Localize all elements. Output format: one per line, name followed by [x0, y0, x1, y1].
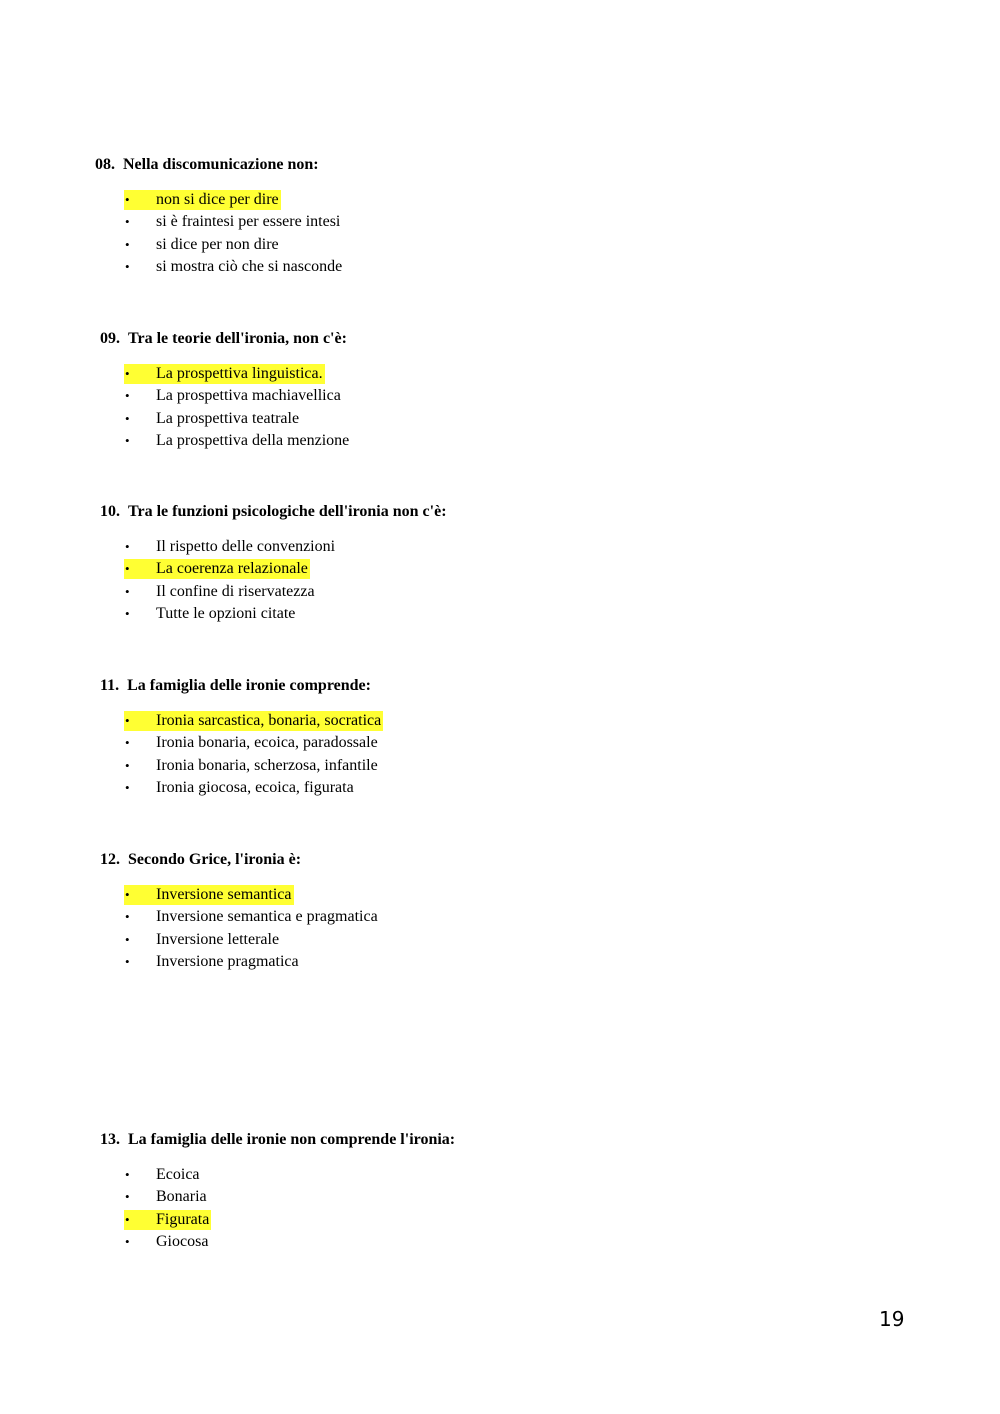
bullet-icon: • [125, 780, 130, 796]
bullet-icon: • [125, 1211, 130, 1227]
answer-label: Il confine di riservatezza [156, 582, 315, 600]
answer-option [124, 732, 383, 754]
question-title [100, 1130, 455, 1150]
bullet-icon: • [125, 1234, 130, 1250]
question-text: La famiglia delle ironie comprende: [127, 677, 371, 694]
bullet-icon: • [125, 713, 130, 728]
answer-option [124, 256, 344, 278]
answer-option [124, 536, 337, 558]
answer-option [124, 430, 351, 452]
bullet-icon: • [125, 561, 130, 577]
answer-option [124, 558, 337, 580]
answer-options [124, 189, 344, 279]
answer-label: Ironia giocosa, ecoica, figurata [156, 779, 354, 797]
answer-label: Giocosa [156, 1233, 209, 1251]
bullet-icon: • [125, 757, 130, 773]
answer-label: Ironia sarcastica, bonaria, socratica [156, 712, 382, 729]
question-number: 09. [100, 330, 120, 347]
answer-label: si è fraintesi per essere intesi [156, 213, 341, 231]
question-text: Nella discomunicazione non: [123, 156, 319, 173]
answer-option [124, 884, 380, 906]
answer-options [124, 710, 383, 800]
answer-option [124, 755, 383, 777]
answer-options [124, 1164, 211, 1254]
question-text: La famiglia delle ironie non comprende l'ironia: [128, 1131, 456, 1148]
question-text: Secondo Grice, l'ironia è: [128, 851, 302, 868]
answer-label: La coerenza relazionale [156, 560, 308, 578]
answer-label: Inversione semantica [156, 886, 292, 903]
answer-option [124, 929, 380, 951]
answer-label: Inversione letterale [156, 930, 280, 948]
bullet-icon: • [125, 606, 130, 622]
answer-option [124, 1209, 211, 1231]
answer-option [124, 408, 351, 430]
bullet-icon: • [125, 433, 130, 449]
bullet-icon: • [125, 735, 130, 751]
answer-option [124, 234, 344, 256]
answer-option [124, 1186, 211, 1208]
answer-label: La prospettiva teatrale [156, 409, 300, 427]
answer-label: Tutte le opzioni citate [156, 605, 296, 623]
answer-label: Ironia bonaria, ecoica, paradossale [156, 734, 378, 752]
answer-label: Ironia bonaria, scherzosa, infantile [156, 756, 378, 774]
question-title [100, 502, 447, 522]
question-title [100, 850, 301, 870]
answer-option [124, 363, 351, 385]
answer-label: Inversione semantica e pragmatica [156, 908, 378, 926]
answer-option [124, 385, 351, 407]
answer-label: Ecoica [156, 1166, 200, 1183]
question-number: 10. [100, 503, 120, 520]
question-title [100, 676, 371, 696]
question-number: 08. [95, 156, 115, 173]
bullet-icon: • [125, 887, 130, 902]
answer-options [124, 536, 337, 626]
answer-label: La prospettiva linguistica. [156, 365, 323, 382]
answer-option [124, 603, 337, 625]
question-title [100, 329, 347, 349]
question-number: 13. [100, 1131, 120, 1148]
answer-label: Bonaria [156, 1188, 207, 1206]
answer-label: si dice per non dire [156, 235, 279, 253]
page-number: 19 [879, 1307, 905, 1331]
answer-option [124, 777, 383, 799]
answer-option [124, 189, 344, 211]
bullet-icon: • [125, 931, 130, 947]
answer-option [124, 581, 337, 603]
bullet-icon: • [125, 366, 130, 381]
answer-label: si mostra ciò che si nasconde [156, 258, 343, 276]
answer-option [124, 1164, 211, 1186]
bullet-icon: • [125, 214, 130, 230]
bullet-icon: • [125, 1167, 130, 1182]
answer-label: non si dice per dire [156, 191, 279, 208]
bullet-icon: • [125, 583, 130, 599]
answer-options [124, 363, 351, 453]
bullet-icon: • [125, 388, 130, 404]
question-title [95, 155, 319, 175]
bullet-icon: • [125, 410, 130, 426]
question-number: 12. [100, 851, 120, 868]
answer-option [124, 951, 380, 973]
answer-label: Inversione pragmatica [156, 953, 299, 971]
bullet-icon: • [125, 259, 130, 275]
answer-option [124, 211, 344, 233]
bullet-icon: • [125, 954, 130, 970]
answer-option [124, 1231, 211, 1253]
answer-label: La prospettiva della menzione [156, 432, 350, 450]
answer-option [124, 710, 383, 732]
bullet-icon: • [125, 236, 130, 252]
question-text: Tra le funzioni psicologiche dell'ironia non c'è: [128, 503, 447, 520]
bullet-icon: • [125, 909, 130, 925]
bullet-icon: • [125, 539, 130, 554]
answer-label: Figurata [156, 1210, 210, 1228]
bullet-icon: • [125, 1189, 130, 1205]
question-number: 11. [100, 677, 120, 694]
bullet-icon: • [125, 192, 130, 207]
answer-label: La prospettiva machiavellica [156, 387, 341, 405]
question-text: Tra le teorie dell'ironia, non c'è: [128, 330, 347, 347]
answer-option [124, 906, 380, 928]
answer-options [124, 884, 380, 974]
answer-label: Il rispetto delle convenzioni [156, 538, 336, 555]
